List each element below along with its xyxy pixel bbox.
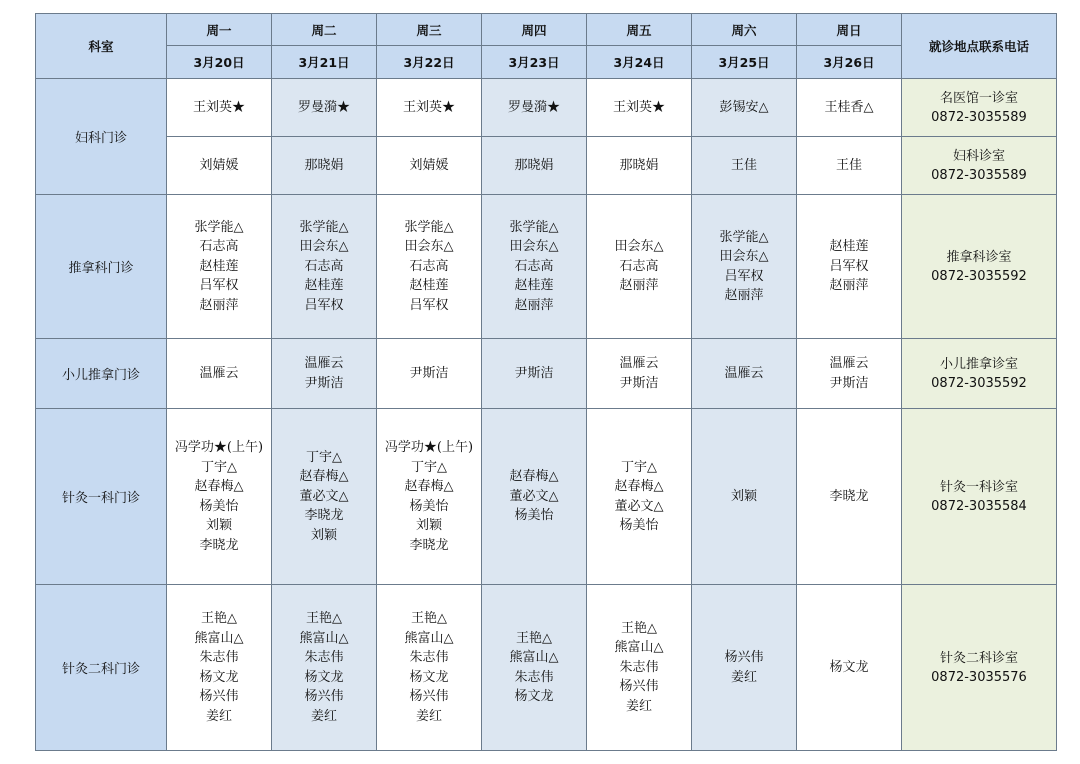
phone-number: 0872-3035576 (931, 669, 1027, 685)
doctor-name: 石志高 (199, 239, 239, 255)
doctor-name: 温雁云 (619, 356, 659, 371)
doctor-name: 王艳△ (516, 630, 552, 646)
doctor-name: 熊富山△ (299, 630, 349, 646)
doctor-name: 赵桂莲 (304, 278, 344, 294)
weekday-header: 周四 (482, 14, 587, 46)
clinic-room: 名医馆一诊室 (939, 90, 1018, 106)
doctor-name: 杨兴伟 (199, 689, 239, 704)
doctor-cell (797, 409, 902, 585)
doctor-name: 姜红 (310, 708, 337, 724)
doctor-name: 李晓龙 (829, 488, 869, 504)
doctor-name: 赵丽萍 (619, 278, 659, 294)
doctor-name: 张学能△ (404, 219, 454, 235)
doctor-name: 刘颖 (415, 518, 442, 533)
header-row-weekdays (36, 14, 1057, 46)
doctor-name: 赵丽萍 (514, 297, 554, 313)
doctor-cell (272, 137, 377, 195)
date-header: 3月24日 (587, 46, 692, 79)
department-cell: 针灸一科门诊 (36, 409, 167, 585)
doctor-name: 赵春梅△ (614, 479, 664, 494)
doctor-cell (377, 79, 482, 137)
clinic-room: 针灸二科诊室 (939, 650, 1018, 666)
doctor-cell (797, 137, 902, 195)
doctor-name: 王桂香△ (824, 99, 874, 115)
phone-number: 0872-3035589 (931, 167, 1027, 183)
doctor-cell (377, 195, 482, 339)
doctor-name: 熊富山△ (194, 630, 244, 646)
doctor-cell (377, 585, 482, 751)
doctor-name: 刘颖 (310, 527, 337, 543)
phone-number: 0872-3035592 (931, 268, 1027, 284)
doctor-name: 丁宇△ (306, 449, 342, 465)
doctor-name: 杨美怡 (409, 498, 449, 514)
doctor-name: 姜红 (625, 698, 652, 714)
department-cell: 针灸二科门诊 (36, 585, 167, 751)
doctor-name: 那晓娟 (619, 157, 659, 173)
doctor-name: 罗曼漪★ (507, 99, 560, 115)
date-header: 3月22日 (377, 46, 482, 79)
doctor-name: 彭锡安△ (719, 99, 769, 115)
doctor-name: 杨文龙 (304, 669, 344, 685)
doctor-name: 李晓龙 (304, 508, 344, 524)
doctor-name: 冯学功★(上午) (174, 440, 264, 455)
table-row (36, 585, 1057, 751)
doctor-cell (482, 79, 587, 137)
location-cell (902, 409, 1057, 585)
doctor-cell (482, 585, 587, 751)
doctor-name: 杨文龙 (409, 669, 449, 685)
doctor-cell (167, 585, 272, 751)
date-header: 3月25日 (692, 46, 797, 79)
phone-number: 0872-3035584 (931, 498, 1027, 514)
doctor-name: 张学能△ (509, 219, 559, 235)
doctor-name: 王艳△ (201, 611, 237, 626)
doctor-name: 田会东△ (404, 239, 454, 255)
doctor-name: 吕军权 (724, 268, 764, 284)
doctor-name: 赵丽萍 (829, 278, 869, 294)
doctor-name: 尹斯洁 (619, 375, 659, 391)
doctor-name: 姜红 (415, 708, 442, 724)
doctor-cell (167, 137, 272, 195)
doctor-cell (692, 137, 797, 195)
doctor-name: 杨美怡 (199, 498, 239, 514)
doctor-name: 吕军权 (304, 297, 344, 313)
doctor-name: 丁宇△ (411, 459, 447, 475)
phone-number: 0872-3035589 (931, 109, 1027, 125)
table-row (36, 409, 1057, 585)
doctor-name: 王艳△ (411, 611, 447, 626)
doctor-name: 温雁云 (304, 356, 344, 371)
doctor-name: 赵桂莲 (514, 278, 554, 294)
doctor-name: 董必文△ (509, 488, 559, 504)
doctor-name: 罗曼漪★ (297, 99, 350, 115)
doctor-name: 温雁云 (829, 356, 869, 371)
clinic-room: 推拿科诊室 (946, 249, 1012, 265)
doctor-name: 石志高 (619, 258, 659, 274)
doctor-name: 那晓娟 (514, 157, 554, 173)
doctor-cell (377, 409, 482, 585)
doctor-name: 杨文龙 (514, 689, 554, 704)
department-cell: 推拿科门诊 (36, 195, 167, 339)
doctor-name: 王刘英★ (402, 99, 455, 115)
doctor-name: 姜红 (205, 708, 232, 724)
doctor-name: 赵春梅△ (509, 469, 559, 485)
phone-number: 0872-3035592 (931, 375, 1027, 391)
doctor-name: 吕军权 (409, 297, 449, 313)
doctor-name: 朱志伟 (619, 659, 659, 675)
doctor-cell (272, 339, 377, 409)
weekday-header: 周五 (587, 14, 692, 46)
doctor-cell (167, 409, 272, 585)
weekday-header: 周六 (692, 14, 797, 46)
doctor-name: 朱志伟 (304, 650, 344, 665)
doctor-name: 杨兴伟 (409, 689, 449, 704)
doctor-cell (272, 79, 377, 137)
doctor-cell (167, 339, 272, 409)
doctor-cell (587, 195, 692, 339)
clinic-room: 小儿推拿诊室 (939, 356, 1018, 372)
doctor-name: 杨美怡 (619, 518, 659, 533)
doctor-name: 丁宇△ (201, 459, 237, 475)
doctor-name: 田会东△ (719, 249, 769, 264)
date-header: 3月20日 (167, 46, 272, 79)
doctor-cell (167, 195, 272, 339)
doctor-cell (377, 339, 482, 409)
doctor-name: 田会东△ (299, 239, 349, 255)
doctor-cell (587, 339, 692, 409)
doctor-name: 熊富山△ (509, 650, 559, 665)
doctor-cell (482, 409, 587, 585)
doctor-name: 杨文龙 (829, 659, 869, 675)
doctor-name: 赵春梅△ (299, 469, 349, 485)
doctor-name: 尹斯洁 (409, 365, 449, 381)
doctor-cell (797, 585, 902, 751)
date-header: 3月21日 (272, 46, 377, 79)
doctor-name: 杨美怡 (514, 508, 554, 524)
doctor-name: 石志高 (409, 258, 449, 274)
doctor-cell (692, 585, 797, 751)
doctor-cell (692, 409, 797, 585)
doctor-name: 温雁云 (724, 365, 764, 381)
clinic-room: 针灸一科诊室 (939, 479, 1018, 495)
doctor-name: 赵丽萍 (724, 288, 764, 303)
doctor-name: 吕军权 (829, 258, 869, 274)
doctor-name: 尹斯洁 (304, 375, 344, 391)
doctor-name: 尹斯洁 (829, 375, 869, 391)
doctor-name: 熊富山△ (614, 640, 664, 656)
doctor-name: 杨兴伟 (724, 650, 764, 665)
schedule-body (36, 79, 1057, 751)
weekday-header: 周一 (167, 14, 272, 46)
department-cell: 妇科门诊 (36, 79, 167, 195)
dept-column-header: 科室 (36, 14, 167, 79)
doctor-cell (587, 137, 692, 195)
doctor-name: 温雁云 (199, 365, 239, 381)
location-cell (902, 585, 1057, 751)
doctor-cell (797, 339, 902, 409)
weekday-header: 周二 (272, 14, 377, 46)
doctor-name: 王佳 (730, 157, 757, 173)
schedule-table (35, 13, 1057, 751)
doctor-name: 田会东△ (509, 239, 559, 255)
doctor-name: 刘婧媛 (199, 157, 239, 173)
table-row (36, 137, 1057, 195)
doctor-cell (482, 195, 587, 339)
doctor-name: 刘颖 (205, 518, 232, 533)
doctor-cell (272, 195, 377, 339)
doctor-cell (482, 339, 587, 409)
table-row (36, 79, 1057, 137)
doctor-cell (797, 79, 902, 137)
location-cell (902, 137, 1057, 195)
doctor-name: 王艳△ (306, 611, 342, 626)
date-header: 3月23日 (482, 46, 587, 79)
doctor-name: 姜红 (730, 669, 757, 685)
doctor-name: 李晓龙 (199, 537, 239, 553)
doctor-name: 王佳 (835, 157, 862, 173)
doctor-cell (587, 79, 692, 137)
doctor-name: 赵桂莲 (829, 239, 869, 255)
doctor-name: 赵桂莲 (199, 258, 239, 274)
doctor-cell (797, 195, 902, 339)
doctor-name: 尹斯洁 (514, 365, 554, 381)
doctor-name: 张学能△ (299, 219, 349, 235)
doctor-name: 朱志伟 (514, 669, 554, 685)
doctor-cell (692, 339, 797, 409)
doctor-cell (692, 195, 797, 339)
doctor-name: 刘颖 (730, 488, 757, 504)
doctor-name: 丁宇△ (621, 459, 657, 475)
doctor-name: 冯学功★(上午) (384, 440, 474, 455)
doctor-name: 杨文龙 (199, 669, 239, 685)
doctor-name: 王刘英★ (192, 99, 245, 115)
doctor-name: 张学能△ (719, 229, 769, 245)
table-row (36, 339, 1057, 409)
doctor-name: 朱志伟 (199, 650, 239, 665)
doctor-name: 田会东△ (614, 239, 664, 255)
doctor-name: 刘婧媛 (409, 157, 449, 173)
doctor-name: 董必文△ (299, 488, 349, 504)
location-cell (902, 339, 1057, 409)
department-cell: 小儿推拿门诊 (36, 339, 167, 409)
doctor-cell (377, 137, 482, 195)
weekday-header: 周日 (797, 14, 902, 46)
doctor-cell (587, 409, 692, 585)
doctor-cell (692, 79, 797, 137)
doctor-name: 石志高 (304, 258, 344, 274)
doctor-name: 李晓龙 (409, 537, 449, 553)
doctor-name: 杨兴伟 (304, 689, 344, 704)
doctor-name: 王艳△ (621, 620, 657, 636)
doctor-name: 那晓娟 (304, 157, 344, 173)
doctor-name: 王刘英★ (612, 99, 665, 115)
doctor-name: 石志高 (514, 258, 554, 274)
doctor-name: 张学能△ (194, 219, 244, 235)
doctor-name: 赵春梅△ (194, 479, 244, 494)
clinic-room: 妇科诊室 (952, 148, 1005, 164)
doctor-cell (482, 137, 587, 195)
doctor-name: 赵桂莲 (409, 278, 449, 294)
doctor-name: 董必文△ (614, 498, 664, 514)
doctor-cell (167, 79, 272, 137)
doctor-name: 赵丽萍 (199, 297, 239, 313)
doctor-name: 朱志伟 (409, 650, 449, 665)
table-row (36, 195, 1057, 339)
doctor-cell (272, 409, 377, 585)
location-column-header: 就诊地点联系电话 (902, 14, 1057, 79)
doctor-name: 杨兴伟 (619, 679, 659, 695)
weekday-header: 周三 (377, 14, 482, 46)
doctor-name: 吕军权 (199, 278, 239, 294)
location-cell (902, 79, 1057, 137)
doctor-cell (272, 585, 377, 751)
doctor-cell (587, 585, 692, 751)
doctor-name: 熊富山△ (404, 630, 454, 646)
doctor-name: 赵春梅△ (404, 479, 454, 494)
date-header: 3月26日 (797, 46, 902, 79)
location-cell (902, 195, 1057, 339)
